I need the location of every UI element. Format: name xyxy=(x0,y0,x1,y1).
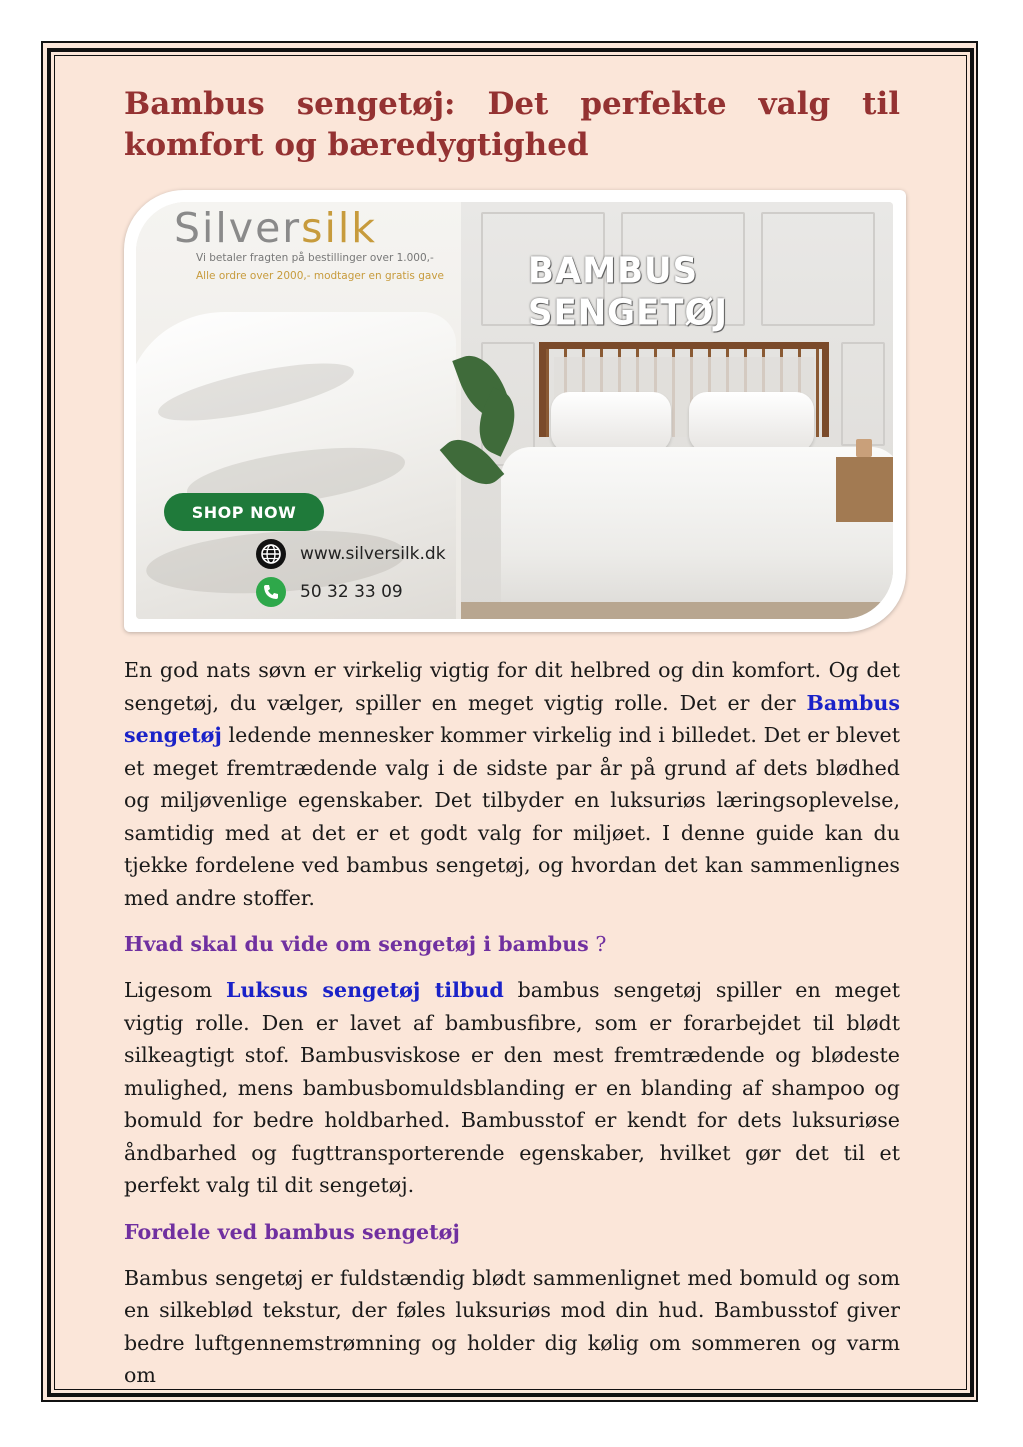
section-heading-what-to-know: Hvad skal du vide om sengetøj i bambus ? xyxy=(124,932,607,956)
banner-tagline-gift: Alle ordre over 2000,- modtager en gratis gave xyxy=(196,270,444,282)
shop-now-button[interactable]: SHOP NOW xyxy=(164,493,324,531)
mug-graphic xyxy=(856,439,872,457)
bambus-sengetoj-link[interactable]: Bambus sengetøj xyxy=(124,690,900,747)
banner-right-panel xyxy=(461,202,893,619)
sheet-graphic xyxy=(136,312,456,619)
banner-phone-row[interactable] xyxy=(256,577,403,607)
document-content xyxy=(124,84,900,1392)
brand-logo: Silversilk xyxy=(174,204,378,252)
banner-website-row[interactable] xyxy=(256,539,446,569)
page-title: Bambus sengetøj: Det perfekte valg til komfort og bæredygtighed xyxy=(124,86,900,163)
section2-paragraph: Bambus sengetøj er fuldstændig blødt sammenlignet med bomuld og som en silkeblød tekstur, der føles luksuriøs mod din hud. Bambusstof giver bedre luftgennemstrømning og holder dig kølig om sommeren og varm om xyxy=(124,1265,900,1387)
banner-website[interactable]: www.silversilk.dk xyxy=(300,544,446,564)
banner-photo xyxy=(136,202,893,619)
section-heading-benefits: Fordele ved bambus sengetøj xyxy=(124,1219,460,1244)
banner-tagline-shipping: Vi betaler fragten på bestillinger over 1.000,- xyxy=(196,252,434,264)
floor-graphic xyxy=(461,602,893,619)
nightstand-graphic xyxy=(836,457,893,522)
banner-image[interactable] xyxy=(124,190,906,632)
section1-paragraph: Ligesom Luksus sengetøj tilbud bambus sengetøj spiller en meget vigtig rolle. Den er lavet af bambusfibre, som er forarbejdet til blødt silkeagtigt stof. Bambusviskose er den mest fremtrædende og blødeste mulighed, mens bambusbomuldsblanding er en blanding af shampoo og bomuld for bedre holdbarhed. Bambusstof er kendt for dets luksuriøse åndbarhed og fugttransporterende egenskaber, hvilket gør det til et perfekt valg til dit sengetøj. xyxy=(124,978,900,1197)
banner-phone[interactable]: 50 32 33 09 xyxy=(300,582,403,602)
globe-icon xyxy=(256,539,286,569)
banner-headline: BAMBUS SENGETØJ xyxy=(528,250,729,334)
pillow-left xyxy=(551,392,671,452)
luksus-sengetoj-tilbud-link[interactable]: Luksus sengetøj tilbud xyxy=(226,978,504,1002)
pillow-right xyxy=(689,392,814,452)
intro-paragraph: En god nats søvn er virkelig vigtig for dit helbred og din komfort. Og det sengetøj, du vælger, spiller en meget vigtig rolle. Det er der Bambus sengetøj ledende mennesker kommer virkelig ind i billedet. Det er blevet et meget fremtrædende valg i de sidste par år på grund af dets blødhed og miljøvenlige egenskaber. Det tilbyder en luksuriøs læringsoplevelse, samtidig med at det er et godt valg for miljøet. I denne guide kan du tjekke fordelene ved bambus sengetøj, og hvordan det kan sammenlignes med andre stoffer. xyxy=(124,658,900,910)
phone-icon xyxy=(256,577,286,607)
bed-graphic xyxy=(501,447,893,619)
